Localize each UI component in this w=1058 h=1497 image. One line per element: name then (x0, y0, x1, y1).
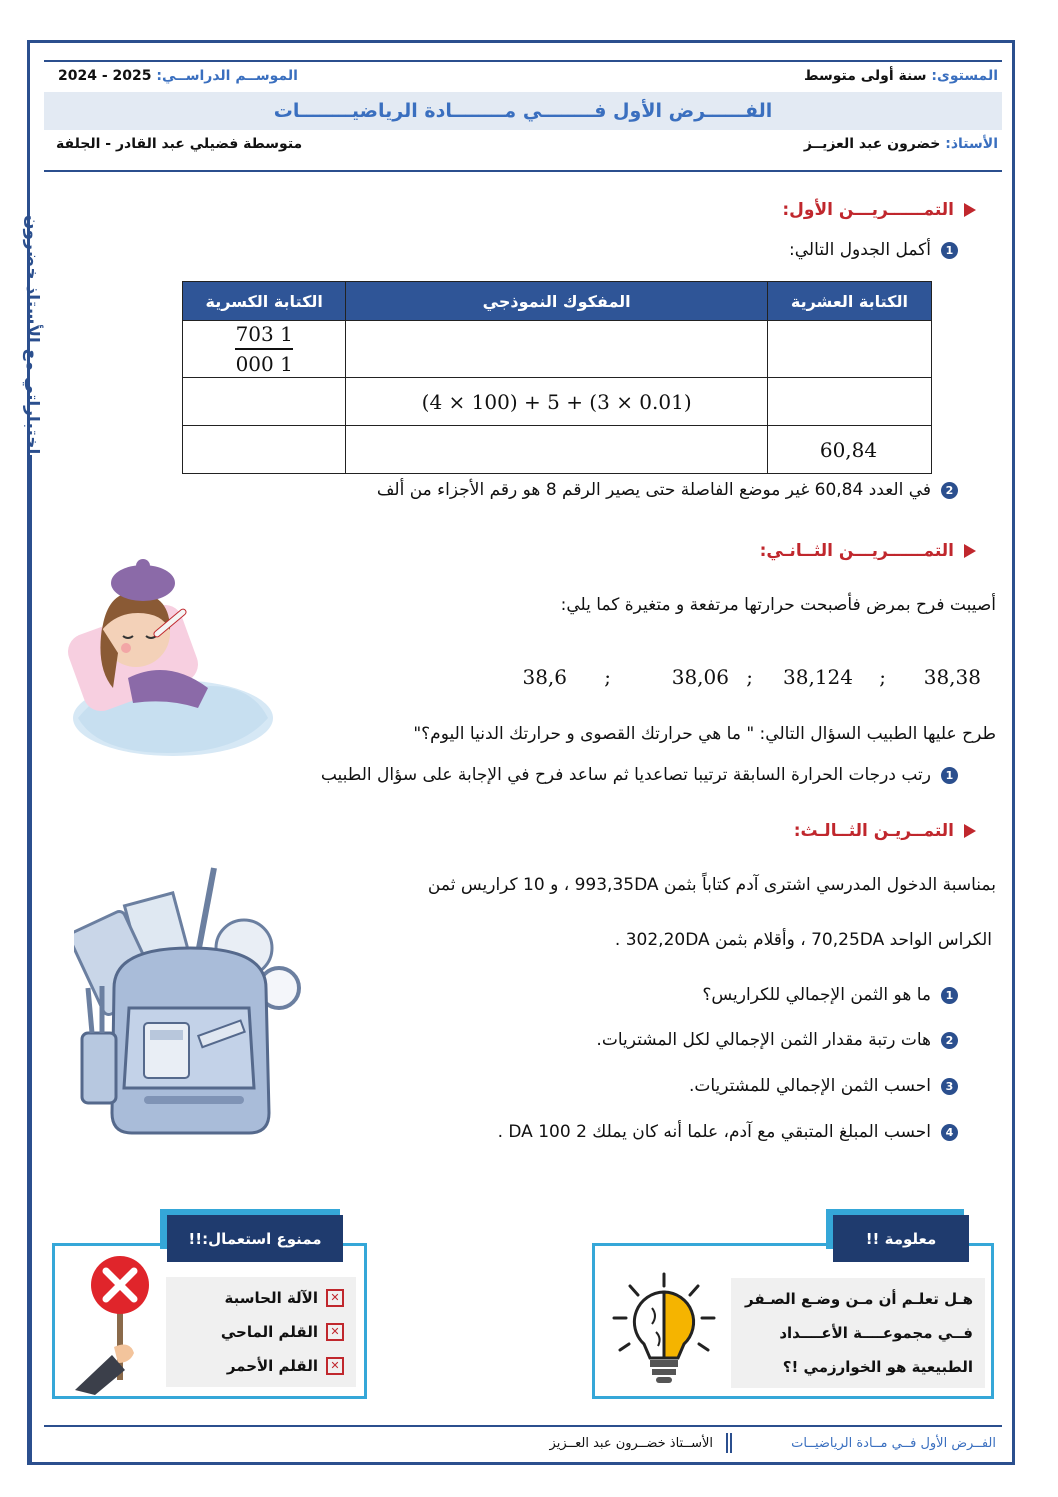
number-badge-icon: 1 (941, 987, 958, 1004)
info-line: فــي مجموعــــة الأعــــداد (779, 1324, 973, 1342)
fraction (235, 322, 293, 376)
page-title: الفــــــرض الأول فــــــــي مــــــــادة الرياضيــــــــات (273, 100, 773, 122)
level-label: المستوى: (931, 68, 998, 84)
number-badge-icon: 4 (941, 1124, 958, 1141)
x-mark-icon: ✕ (326, 1357, 344, 1375)
side-line (30, 455, 32, 1463)
table-cell[interactable] (346, 426, 767, 474)
decimal-value: 60,84 (819, 437, 878, 462)
exercise3-title: التمــريـن الثــالـث: (793, 821, 954, 841)
forbidden-item: الآلة الحاسبة (224, 1289, 318, 1307)
exercise1-q1 (789, 240, 958, 260)
number-badge-icon: 2 (941, 1032, 958, 1049)
exercise3-q1 (702, 985, 958, 1005)
x-mark-icon: ✕ (326, 1323, 344, 1341)
forbidden-list (166, 1277, 356, 1387)
forbidden-item: القلم الماحي (220, 1323, 318, 1341)
info-tag (833, 1215, 969, 1262)
number-badge-icon: 1 (941, 242, 958, 259)
exercise1-q2-text: في العدد 60,84 غير موضع الفاصلة حتى يصير الرقم 8 هو رقم الأجزاء من ألف (376, 480, 931, 500)
table-cell[interactable] (183, 426, 346, 474)
level-value: سنة أولى متوسط (803, 68, 927, 84)
sick-girl-illustration (58, 558, 273, 758)
table-cell[interactable] (767, 378, 931, 426)
exercise3-line2 (615, 930, 992, 950)
header-top-line (44, 60, 1002, 62)
col-header-decimal: الكتابة العشرية (767, 282, 931, 321)
triangle-bullet-icon (964, 203, 976, 217)
fraction-denominator: 1 000 (235, 352, 293, 376)
exercise3-q1-text: ما هو الثمن الإجمالي للكراريس؟ (702, 985, 931, 1005)
number-badge-icon: 3 (941, 1078, 958, 1095)
table-cell[interactable] (183, 378, 346, 426)
forbidden-tag (167, 1215, 343, 1262)
forbidden-title: ممنوع استعمال:!! (188, 1229, 322, 1248)
teacher-label: الأستاذ: (945, 136, 998, 152)
footer-line (44, 1425, 1002, 1427)
footer-divider (726, 1433, 728, 1453)
table-row (183, 426, 932, 474)
exercise3-line2-text: الكراس الواحد 70,25DA ، وأقلام بثمن 302,20DA . (614, 930, 992, 950)
exercise3-heading (794, 821, 976, 841)
exercise3-q3 (689, 1076, 958, 1096)
col-header-expansion: المفكوك النموذجي (346, 282, 767, 321)
footer-divider (730, 1433, 732, 1453)
school-name: متوسطة فضيلي عبد القادر - الجلفة (56, 136, 303, 152)
info-line: هـل تعلـم أن مـن وضـع الصـفر (745, 1290, 973, 1308)
fraction-numerator: 1 703 (235, 322, 293, 346)
expansion-value: (4 × 100) + 5 + (3 × 0.01) (421, 389, 692, 414)
season-value: 2024 - 2025 (58, 68, 152, 84)
list-item (221, 1323, 344, 1341)
exercise3-q2 (596, 1030, 958, 1050)
table-cell (346, 378, 767, 426)
exercise1-title: التمــــــريـــن الأول: (782, 200, 954, 220)
exercise2-intro (561, 595, 996, 615)
header-bottom-line (44, 170, 1002, 172)
separator: ; (879, 665, 886, 689)
separator: ; (746, 665, 753, 689)
exercise2-question (413, 724, 996, 744)
exercise3-q4-text: احسب المبلغ المتبقي مع آدم، علما أنه كان يملك 2 100 DA . (497, 1122, 931, 1142)
side-vertical-text: اختباراتي مع الأستاذ خضرون (22, 215, 42, 455)
level-info (804, 68, 998, 84)
number-badge-icon: 1 (941, 767, 958, 784)
temperature-value: 38,06 (671, 665, 729, 689)
teacher-info (804, 136, 998, 152)
season-label: الموســم الدراســي: (156, 68, 298, 84)
list-item (225, 1289, 344, 1307)
footer-left: الأســتاذ خضــرون عبد العــزيز (549, 1436, 713, 1451)
triangle-bullet-icon (964, 824, 976, 838)
footer-right: الفــرض الأول فــي مــادة الرياضيــات (791, 1436, 996, 1451)
table-header-row (183, 282, 932, 321)
school-backpack-illustration (74, 858, 306, 1140)
table-row (183, 321, 932, 378)
table-cell (183, 321, 346, 378)
exercise3-line1 (428, 875, 996, 895)
exercise1-q1-text: أكمل الجدول التالي: (789, 240, 931, 260)
title-bar (44, 92, 1002, 130)
exercise2-intro-text: أصيبت فرح بمرض فأصبحت حرارتها مرتفعة و متغيرة كما يلي: (560, 595, 996, 615)
temperature-value: 38,6 (522, 665, 567, 689)
temperature-list (522, 665, 981, 693)
conversion-table (182, 281, 932, 474)
info-line: الطبيعية هو الخوارزمي !؟ (782, 1358, 973, 1376)
triangle-bullet-icon (964, 544, 976, 558)
doctor-question-text: طرح عليها الطبيب السؤال التالي: " ما هي حرارتك القصوى و حرارتك الدنيا اليوم؟" (413, 724, 996, 744)
table-cell[interactable] (767, 321, 931, 378)
col-header-fraction: الكتابة الكسرية (183, 282, 346, 321)
table-cell[interactable] (346, 321, 767, 378)
lightbulb-brain-icon (612, 1272, 722, 1390)
number-badge-icon: 2 (941, 482, 958, 499)
exercise2-heading (760, 541, 976, 561)
fraction-bar (235, 348, 293, 350)
exercise1-heading (782, 200, 976, 220)
x-mark-icon: ✕ (326, 1289, 344, 1307)
separator: ; (604, 665, 611, 689)
stop-sign-icon (70, 1255, 160, 1395)
info-text-box (731, 1278, 985, 1388)
exercise1-q2 (377, 480, 958, 500)
forbidden-item: القلم الأحمر (226, 1357, 318, 1375)
exercise2-title: التمــــــريـــن الثــانـي: (759, 541, 954, 561)
list-item (227, 1357, 344, 1375)
temperature-value: 38,124 (783, 665, 853, 689)
table-row (183, 378, 932, 426)
exercise2-q1 (321, 765, 958, 785)
teacher-value: خضرون عبد العزيــز (803, 136, 941, 152)
temperature-value: 38,38 (923, 665, 981, 689)
table-cell (767, 426, 931, 474)
exercise3-q3-text: احسب الثمن الإجمالي للمشتريات. (688, 1076, 931, 1096)
exercise3-line1-text: بمناسبة الدخول المدرسي اشترى آدم كتاباً بثمن 993,35DA ، و 10 كراريس ثمن (427, 875, 996, 895)
info-title: معلومة !! (865, 1229, 937, 1248)
season-info (58, 68, 298, 84)
exercise3-q2-text: هات رتبة مقدار الثمن الإجمالي لكل المشتريات. (596, 1030, 931, 1050)
exercise3-q4 (498, 1122, 958, 1142)
exercise2-q1-text: رتب درجات الحرارة السابقة ترتيبا تصاعديا ثم ساعد فرح في الإجابة على سؤال الطبيب (320, 765, 931, 785)
